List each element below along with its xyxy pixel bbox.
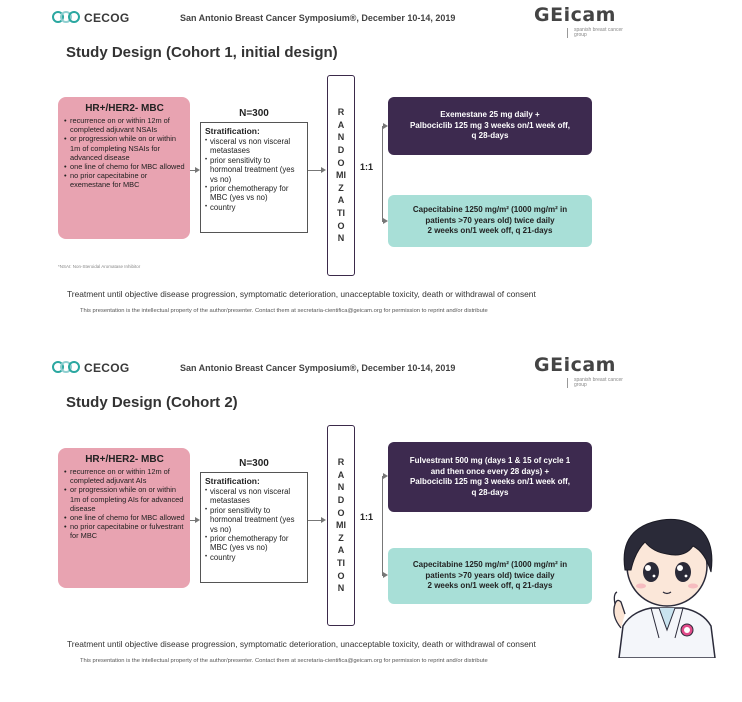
randomization-letter: A xyxy=(337,469,345,480)
randomization-letter: R xyxy=(337,107,345,118)
randomization-letter: MI xyxy=(336,520,346,531)
stratification-factor: • visceral vs non visceral metastases xyxy=(205,137,303,156)
treatment-note: Treatment until objective disease progression, symptomatic deterioration, unacceptable toxicity, death or withdrawal of consent xyxy=(67,639,536,649)
copyright-note: This presentation is the intellectual property of the author/presenter. Contact them at secretaria-cientifica@geicam.org for permission to reprint and/or distribute xyxy=(80,658,488,664)
arm-line: q 28-days xyxy=(471,131,509,141)
criterion: • no prior capecitabine or fulvestrant for MBC xyxy=(64,522,185,540)
geicam-logo-text: GEicam xyxy=(534,354,616,376)
arm-line: Fulvestrant 500 mg (days 1 & 15 of cycle 1 xyxy=(409,456,571,465)
randomization-letter: Z xyxy=(338,532,344,543)
sample-size: N=300 xyxy=(239,108,269,119)
arm-line: Palbociclib 125 mg 3 weeks on/1 week off, xyxy=(409,477,571,486)
population-title: HR+/HER2- MBC xyxy=(85,454,164,465)
arm-line: 2 weeks on/1 week off, q 21-days xyxy=(427,581,553,591)
population-criteria xyxy=(64,467,185,541)
randomization-letter: O xyxy=(337,507,345,518)
criterion: • or progression while on or within 1m of completing AIs for advanced disease xyxy=(64,485,185,513)
branch-line xyxy=(382,476,383,576)
branch-line xyxy=(382,126,383,222)
stratification-factor: • prior chemotherapy for MBC (yes vs no) xyxy=(205,184,303,203)
randomization-ratio: 1:1 xyxy=(360,512,374,522)
randomization-letter: D xyxy=(337,145,345,156)
criterion: • one line of chemo for MBC allowed xyxy=(64,513,185,522)
randomization-letter: Z xyxy=(338,182,344,193)
arm-line: patients >70 years old) twice daily xyxy=(425,215,555,225)
stratification-title: Stratification: xyxy=(205,126,260,136)
criterion: • recurrence on or within 12m of completed adjuvant NSAIs xyxy=(64,116,185,134)
control-arm-box xyxy=(388,195,592,247)
randomization-box xyxy=(327,75,355,276)
randomization-letter: D xyxy=(337,495,345,506)
arm-line: Palbociclib 125 mg 3 weeks on/1 week off, xyxy=(409,120,571,130)
arm-line: 2 weeks on/1 week off, q 21-days xyxy=(427,226,553,236)
randomization-box xyxy=(327,425,355,626)
cartoon-doctor-sticker xyxy=(601,508,733,658)
conference-header: San Antonio Breast Cancer Symposium®, December 10-14, 2019 xyxy=(180,363,456,373)
connector-line xyxy=(308,170,322,171)
arm-line: Exemestane 25 mg daily + xyxy=(440,110,540,120)
connector-line xyxy=(308,520,322,521)
stratification-box xyxy=(200,122,308,233)
randomization-letter: O xyxy=(337,157,345,168)
arrow-right-icon xyxy=(321,167,326,173)
control-arm-box xyxy=(388,548,592,604)
randomization-letter: N xyxy=(337,482,345,493)
randomization-letter: O xyxy=(337,220,345,231)
cecog-rings-icon xyxy=(52,361,80,375)
population-box xyxy=(58,448,190,588)
cecog-logo: CECOG xyxy=(52,11,130,25)
treatment-note: Treatment until objective disease progression, symptomatic deterioration, unacceptable toxicity, death or withdrawal of consent xyxy=(67,289,536,299)
arm-line: and then once every 28 days) + xyxy=(430,466,550,476)
randomization-letter: A xyxy=(337,195,345,206)
cecog-rings-icon xyxy=(52,11,80,25)
randomization-ratio: 1:1 xyxy=(360,162,374,172)
experimental-arm-box xyxy=(388,442,592,512)
copyright-note: This presentation is the intellectual property of the author/presenter. Contact them at secretaria-cientifica@geicam.org for permission to reprint and/or distribute xyxy=(80,308,488,314)
randomization-letter: N xyxy=(337,132,345,143)
arm-line: Capecitabine 1250 mg/m² (1000 mg/m² in xyxy=(412,205,568,215)
geicam-logo-text: GEicam xyxy=(534,4,616,26)
population-title: HR+/HER2- MBC xyxy=(85,103,164,114)
population-box xyxy=(58,97,190,239)
randomization-letter: A xyxy=(337,545,345,556)
stratification-factor: • prior chemotherapy for MBC (yes vs no) xyxy=(205,534,303,553)
geicam-logo-subtitle: spanish breast cancer group xyxy=(574,27,623,38)
stratification-box xyxy=(200,472,308,583)
criterion: • no prior capecitabine or exemestane for MBC xyxy=(64,171,185,189)
randomization-letter: O xyxy=(337,570,345,581)
criterion: • one line of chemo for MBC allowed xyxy=(64,162,185,171)
arm-line: patients >70 years old) twice daily xyxy=(425,570,555,580)
randomization-letter: A xyxy=(337,119,345,130)
criterion: • or progression while on or within 1m of completing NSAIs for advanced disease xyxy=(64,134,185,162)
arm-line: q 28-days xyxy=(471,487,509,497)
footnote: *NSAI: Non-Steroidal Aromatase Inhibitor xyxy=(58,264,141,269)
stratification-factor: • visceral vs non visceral metastases xyxy=(205,487,303,506)
arrow-right-icon xyxy=(321,517,326,523)
randomization-letter: TI xyxy=(337,557,345,568)
stratification-factor: • country xyxy=(205,203,303,212)
cecog-logo: CECOG xyxy=(52,361,130,375)
geicam-logo xyxy=(534,354,634,390)
conference-header: San Antonio Breast Cancer Symposium®, December 10-14, 2019 xyxy=(180,13,456,23)
randomization-letter: N xyxy=(337,583,345,594)
randomization-letter: N xyxy=(337,233,345,244)
stratification-factor: • prior sensitivity to hormonal treatment (yes vs no) xyxy=(205,506,303,534)
randomization-letter: TI xyxy=(337,207,345,218)
randomization-letter: MI xyxy=(336,170,346,181)
slide-cohort-1 xyxy=(0,0,742,330)
slide-title: Study Design (Cohort 1, initial design) xyxy=(66,44,338,61)
randomization-letter: R xyxy=(337,457,345,468)
slide-title: Study Design (Cohort 2) xyxy=(66,394,238,411)
arm-line: Capecitabine 1250 mg/m² (1000 mg/m² in xyxy=(412,560,568,570)
criterion: • recurrence on or within 12m of completed adjuvant AIs xyxy=(64,467,185,485)
population-criteria xyxy=(64,116,185,190)
geicam-logo xyxy=(534,4,634,40)
stratification-title: Stratification: xyxy=(205,476,260,486)
geicam-logo-subtitle: spanish breast cancer group xyxy=(574,377,623,388)
stratification-factor: • country xyxy=(205,553,303,562)
sample-size: N=300 xyxy=(239,458,269,469)
stratification-factor: • prior sensitivity to hormonal treatment (yes vs no) xyxy=(205,156,303,184)
experimental-arm-box xyxy=(388,97,592,155)
